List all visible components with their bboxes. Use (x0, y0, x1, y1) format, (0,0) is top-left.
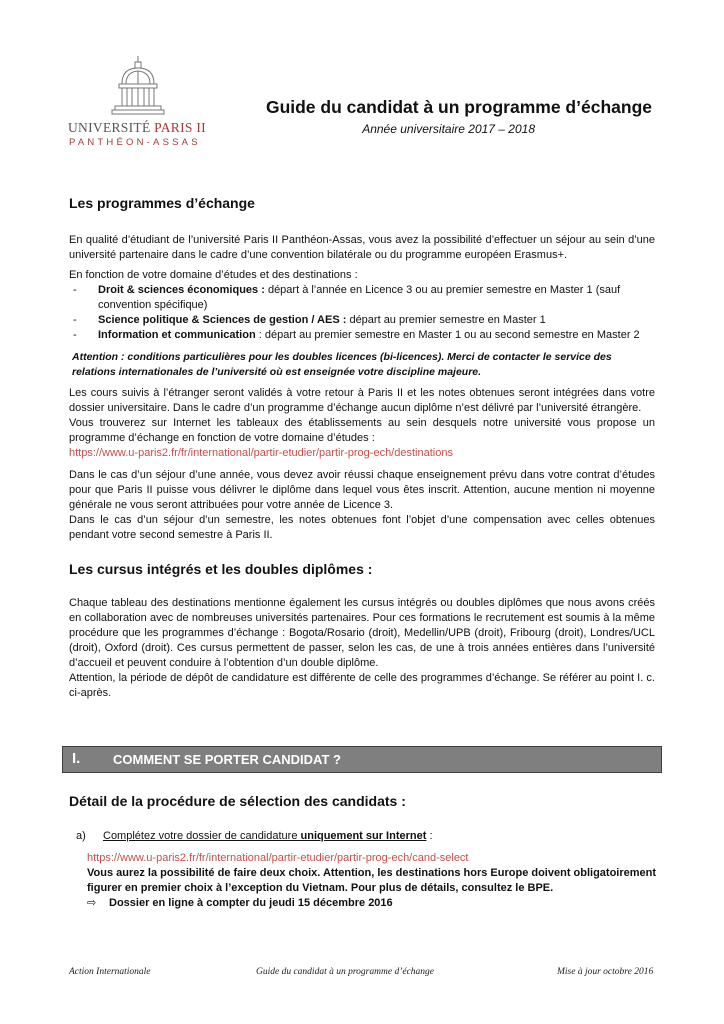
integrated-programs-text: Chaque tableau des destinations mentionne également les cursus intégrés ou doubles diplômes que nous avons créés en collaboration avec de nombreuses universités partenaires. Pour ces formations le recrutement est soumis à la même procédure que les programmes d’échange : Bogota/Rosario (droit), Medellin/UPB (droit), Fribourg (droit), Londres/UCL (droit), Oxford (droit). Ces cursus permettent de passer, selon les cas, de une à trois années entières dans l’université d’accueil et peuvent conduire à l’obtention d’un double diplôme. (69, 597, 655, 669)
step-a-details (87, 851, 659, 911)
validation-text-1: Les cours suivis à l’étranger seront validés à votre retour à Paris II et les notes obtenues seront intégrées dans votre dossier universitaire. Dans le cadre d’un programme d’échange aucun diplôme n’est délivré par l’université étrangère. (69, 387, 655, 414)
footer-center: Guide du candidat à un programme d’échange (256, 967, 435, 977)
logo-pantheon-assas: PANTHÉON-ASSAS (69, 137, 201, 148)
intro-paragraph: En qualité d’étudiant de l’université Paris II Panthéon-Assas, vous avez la possibilité d’effectuer un séjour au sein d’une université partenaire dans le cadre d’une convention bilatérale ou du programme européen Erasmus+. (69, 234, 655, 261)
validation-paragraph (69, 386, 655, 461)
arrow-right-icon: ⇨ (87, 897, 97, 909)
section-header-bar (62, 746, 662, 773)
document-title: Guide du candidat à un programme d’échange (265, 97, 652, 117)
integrated-programs-paragraph (69, 596, 655, 701)
section-number: I. (72, 750, 81, 767)
list-item: - Information et communication : départ au premier semestre en Master 1 ou au second semestre en Master 2 (73, 329, 640, 341)
heading-exchange-programs: Les programmes d’échange (69, 195, 255, 211)
validation-text-2: Vous trouverez sur Internet les tableaux des établissements au sein desquels notre université vous propose un programme d’échange en fonction de votre domaine d’études : (69, 417, 655, 444)
online-date-line: ⇨ Dossier en ligne à compter du jeudi 15 décembre 2016 (87, 897, 393, 909)
section-label: COMMENT SE PORTER CANDIDAT ? (113, 752, 341, 767)
footer-right: Mise à jour octobre 2016 (557, 967, 654, 977)
domain-list (69, 283, 657, 343)
destinations-link[interactable]: https://www.u-paris2.fr/fr/international/partir-etudier/partir-prog-ech/destinations (69, 447, 453, 459)
step-letter: a) (76, 830, 86, 842)
list-item: - Droit & sciences économiques : départ à l’année en Licence 3 ou au premier semestre en Master 1 (sauf convention spécifique) (73, 284, 621, 311)
year-stay-paragraph (69, 468, 655, 543)
heading-integrated-programs: Les cursus intégrés et les doubles diplômes : (69, 561, 373, 577)
choices-note: Vous aurez la possibilité de faire deux choix. Attention, les destinations hors Europe doivent obligatoirement figurer en premier choix à l’exception du Vietnam. Pour plus de détails, consultez le BPE. (87, 867, 657, 894)
attention-note: Attention : conditions particulières pour les doubles licences (bi-licences). Merci de contacter le service des relations internationales de l’université où est enseignée votre discipline majeure. (72, 351, 612, 378)
list-item: - Science politique & Sciences de gestion / AES : départ au premier semestre en Master 1 (73, 314, 546, 326)
application-link[interactable]: https://www.u-paris2.fr/fr/international/partir-etudier/partir-prog-ech/cand-select (87, 852, 469, 864)
academic-year: Année universitaire 2017 – 2018 (362, 122, 535, 136)
semester-stay-text: Dans le cas d’un séjour d’un semestre, les notes obtenues font l’objet d’une compensation avec celles obtenues pendant votre second semestre à Paris II. (69, 514, 655, 541)
footer-left: Action Internationale (69, 967, 151, 977)
heading-procedure: Détail de la procédure de sélection des candidats : (69, 793, 406, 809)
year-stay-text: Dans le cas d’un séjour d’une année, vous devez avoir réussi chaque enseignement prévu dans votre contrat d’études pour que Paris II puisse vous délivrer le diplôme dans lequel vous êtes inscrit. Attention, aucune mention ni moyenne générale ne vous seront attribuées pour votre année de Licence 3. (69, 469, 655, 511)
step-a: a) Complétez votre dossier de candidature uniquement sur Internet : (76, 830, 433, 842)
integrated-programs-note: Attention, la période de dépôt de candidature est différente de celle des programmes d’échange. Se référer au point I. c. ci-après. (69, 672, 655, 699)
logo-university-name: UNIVERSITÉ PARIS II (68, 120, 206, 135)
domains-intro: En fonction de votre domaine d’études et des destinations : (69, 269, 358, 281)
